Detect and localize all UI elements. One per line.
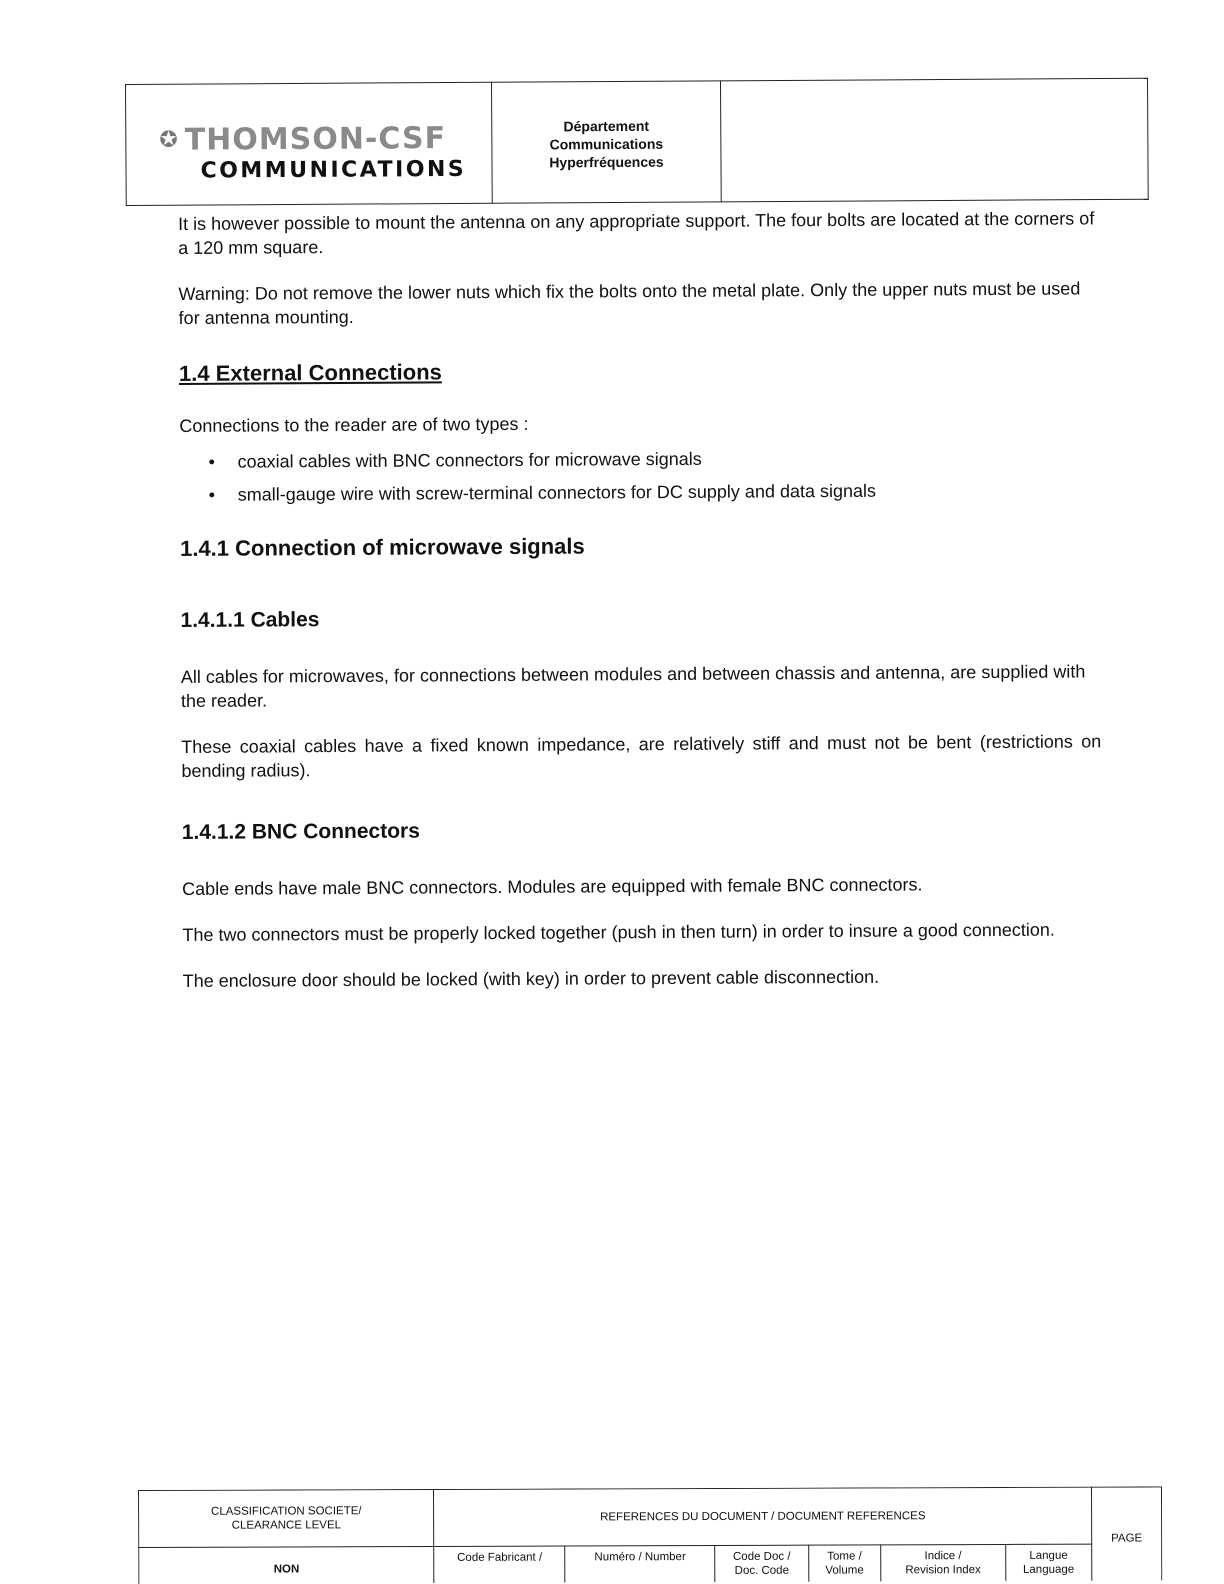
document-header <box>125 78 1149 206</box>
department-line: Communications <box>549 135 664 152</box>
logo-subtitle: COMMUNICATIONS <box>200 156 467 184</box>
thomson-logo-icon: ✪ <box>159 127 179 153</box>
paragraph: The enclosure door should be locked (with key) in order to prevent cable disconnection. <box>182 966 880 991</box>
document-footer <box>138 1486 1162 1584</box>
bullet-icon: • <box>208 451 215 472</box>
department-cell <box>491 81 721 203</box>
department-line: Département <box>563 117 650 134</box>
paragraph: These coaxial cables have a fixed known impedance, are relatively stiff and must not be bent (restrictions on bending radius). <box>181 731 1102 781</box>
paragraph: The two connectors must be properly locked together (push in then turn) in order to insure a good connection. <box>182 919 1055 945</box>
col-label: Doc. Code <box>734 1564 789 1577</box>
header-blank-cell <box>720 78 1148 202</box>
list-item-text: coaxial cables with BNC connectors for microwave signals <box>237 448 702 472</box>
references-title-cell: REFERENCES DU DOCUMENT / DOCUMENT REFERENCES <box>434 1487 1092 1546</box>
col-label: Code Doc / <box>732 1550 791 1563</box>
classification-label: CLASSIFICATION SOCIETE/ <box>210 1505 362 1518</box>
clearance-label: CLEARANCE LEVEL <box>231 1519 342 1532</box>
paragraph: It is however possible to mount the antenna on any appropriate support. The four bolts are located at the corners of a 120 mm square. <box>178 208 1095 258</box>
col-indice <box>881 1544 1006 1584</box>
classification-value: NON <box>139 1546 435 1584</box>
col-label: Indice / <box>924 1550 962 1563</box>
logo-cell <box>126 82 493 205</box>
col-label: Tome / <box>827 1550 862 1563</box>
paragraph: Connections to the reader are of two types : <box>179 413 529 436</box>
col-code-doc <box>715 1545 808 1584</box>
department-line: Hyperfréquences <box>549 153 664 170</box>
subsubsection-heading: 1.4.1.1 Cables <box>180 608 320 632</box>
col-label: Revision Index <box>905 1564 981 1577</box>
document-body <box>178 206 1103 993</box>
col-label: Langue <box>1029 1549 1068 1562</box>
classification-label-cell <box>139 1489 435 1547</box>
subsection-heading: 1.4.1 Connection of microwave signals <box>179 533 585 561</box>
list-item-text: small-gauge wire with screw-terminal connectors for DC supply and data signals <box>237 480 877 505</box>
col-tome <box>808 1545 880 1584</box>
company-logo <box>159 121 490 157</box>
paragraph: All cables for microwaves, for connections between modules and between chassis and antenna, are supplied with the reader. <box>180 661 1086 711</box>
section-heading: 1.4 External Connections <box>178 359 442 386</box>
bullet-list <box>179 444 1099 507</box>
col-code-fabricant <box>434 1546 565 1584</box>
list-item <box>208 444 1099 473</box>
paragraph-warning: Warning: Do not remove the lower nuts which fix the bolts onto the metal plate. Only the upper nuts must be used for antenna mounting. <box>178 278 1081 328</box>
col-langue <box>1005 1544 1091 1584</box>
col-label: Volume <box>825 1564 864 1577</box>
col-label: Language <box>1022 1563 1075 1576</box>
col-label: Code Fabricant / <box>457 1551 543 1564</box>
page-label-cell: PAGE <box>1091 1487 1161 1584</box>
col-numero <box>565 1545 715 1584</box>
col-label: Numéro / Number <box>594 1551 686 1564</box>
subsubsection-heading: 1.4.1.2 BNC Connectors <box>181 819 420 844</box>
logo-text: THOMSON-CSF <box>184 120 447 158</box>
bullet-icon: • <box>208 484 216 505</box>
list-item <box>208 477 1100 506</box>
paragraph: Cable ends have male BNC connectors. Modules are equipped with female BNC connectors. <box>182 874 923 899</box>
